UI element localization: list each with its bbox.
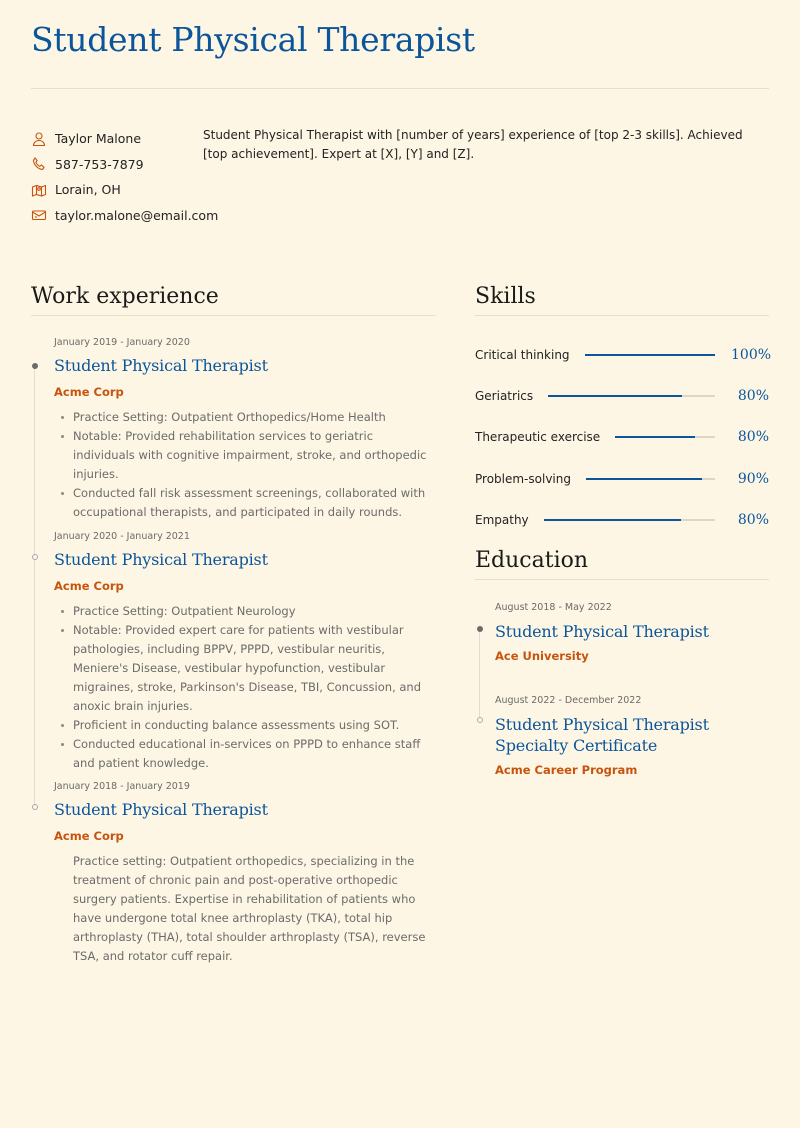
page-title: Student Physical Therapist <box>31 20 475 59</box>
education-entry <box>495 601 775 663</box>
contact-name-text: Taylor Malone <box>55 131 142 147</box>
job-bullet: Notable: Provided expert care for patients with vestibular pathologies, including BPPV, PPPD, vestibular neuritis, Meniere's Disease, vestibular hypofunction, vestibular migraines, stroke, Parkinson's Disease, TBI, Concussion, and anoxic brain injuries. <box>73 621 438 716</box>
job-entry <box>54 336 438 522</box>
education-degree: Student Physical Therapist <box>495 622 709 641</box>
job-entry <box>54 530 438 773</box>
skill-item <box>475 417 769 458</box>
skill-bar <box>585 354 715 356</box>
timeline-dot <box>32 363 38 369</box>
skills-divider <box>475 315 769 316</box>
education-heading: Education <box>475 548 589 573</box>
job-bullet: Notable: Provided rehabilitation services to geriatric individuals with cognitive impairment, stroke, and orthopedic injuries. <box>73 427 438 484</box>
job-title: Student Physical Therapist <box>54 356 268 375</box>
job-bullet: Practice Setting: Outpatient Orthopedics/Home Health <box>73 408 438 427</box>
skill-bar <box>615 436 715 438</box>
title-divider <box>31 88 769 89</box>
skill-percent: 80% <box>737 429 769 446</box>
skills-list <box>475 334 772 540</box>
job-bullet: Conducted fall risk assessment screenings, collaborated with occupational therapists, and participated in daily rounds. <box>73 484 438 522</box>
job-bullet: Practice Setting: Outpatient Neurology <box>73 602 438 621</box>
skill-bar-fill <box>548 395 682 397</box>
education-entry <box>495 694 775 777</box>
education-school: Acme Career Program <box>495 763 638 777</box>
skill-item <box>475 458 769 499</box>
skill-bar <box>586 478 715 480</box>
education-date: August 2022 - December 2022 <box>495 695 642 706</box>
contact-email[interactable] <box>31 203 219 229</box>
job-company: Acme Corp <box>54 829 124 843</box>
contact-location <box>31 177 201 203</box>
skill-item <box>475 375 769 416</box>
summary-text: Student Physical Therapist with [number of years] experience of [top 2-3 skills]. Achieved [top achievement]. Expert at [X], [Y] and [Z]. <box>203 128 743 161</box>
timeline-dot <box>477 717 483 723</box>
phone-icon <box>31 156 47 172</box>
timeline-dot <box>32 804 38 810</box>
skill-bar-fill <box>544 519 681 521</box>
job-bullet: Proficient in conducting balance assessments using SOT. <box>73 716 438 735</box>
education-date: August 2018 - May 2022 <box>495 602 612 613</box>
contact-location-text: Lorain, OH <box>55 182 121 198</box>
email-icon <box>31 207 47 223</box>
skill-percent: 80% <box>737 387 769 404</box>
job-bullets <box>54 602 438 773</box>
skill-name: Empathy <box>475 512 529 527</box>
work-timeline <box>34 364 35 810</box>
work-divider <box>31 315 436 316</box>
job-title: Student Physical Therapist <box>54 800 268 819</box>
timeline-dot <box>477 626 483 632</box>
job-date: January 2018 - January 2019 <box>54 781 190 792</box>
education-school: Ace University <box>495 649 589 663</box>
job-title: Student Physical Therapist <box>54 550 268 569</box>
job-company: Acme Corp <box>54 385 124 399</box>
contact-email-text[interactable]: taylor.malone@email.com <box>55 207 219 223</box>
job-date: January 2020 - January 2021 <box>54 531 190 542</box>
job-date: January 2019 - January 2020 <box>54 337 190 348</box>
user-icon <box>31 131 47 147</box>
skill-bar <box>548 395 715 397</box>
job-description: Practice setting: Outpatient orthopedics, specializing in the treatment of chronic pain and post-operative orthopedic surgery patients. Expertise in rehabilitation of patients who have undergone total knee arthroplasty (TKA), total hip arthroplasty (THA), total shoulder arthroplasty (TSA), reverse TSA, and rotator cuff repair. <box>73 854 426 963</box>
job-entry <box>54 780 438 966</box>
job-bullet: Conducted educational in-services on PPPD to enhance staff and patient knowledge. <box>73 735 438 773</box>
skill-name: Problem-solving <box>475 471 571 486</box>
contact-list <box>31 126 219 228</box>
education-timeline <box>479 628 480 720</box>
skill-percent: 100% <box>731 346 772 363</box>
contact-phone-text: 587-753-7879 <box>55 156 144 172</box>
contact-name <box>31 126 201 152</box>
skill-percent: 90% <box>737 470 769 487</box>
job-bullets <box>54 408 438 522</box>
contact-phone <box>31 152 201 178</box>
skills-heading: Skills <box>475 284 536 309</box>
map-icon <box>31 182 47 198</box>
skill-bar-fill <box>615 436 695 438</box>
skill-percent: 80% <box>737 511 769 528</box>
skill-bar-fill <box>586 478 702 480</box>
education-degree: Student Physical Therapist Specialty Certificate <box>495 715 709 755</box>
skill-bar-fill <box>585 354 715 356</box>
education-divider <box>475 579 769 580</box>
job-company: Acme Corp <box>54 579 124 593</box>
skill-name: Therapeutic exercise <box>475 430 601 445</box>
skill-item <box>475 334 772 375</box>
work-experience-heading: Work experience <box>31 284 219 309</box>
skill-bar <box>544 519 715 521</box>
skill-name: Geriatrics <box>475 388 534 403</box>
skill-name: Critical thinking <box>475 347 570 362</box>
timeline-dot <box>32 554 38 560</box>
skill-item <box>475 499 769 540</box>
